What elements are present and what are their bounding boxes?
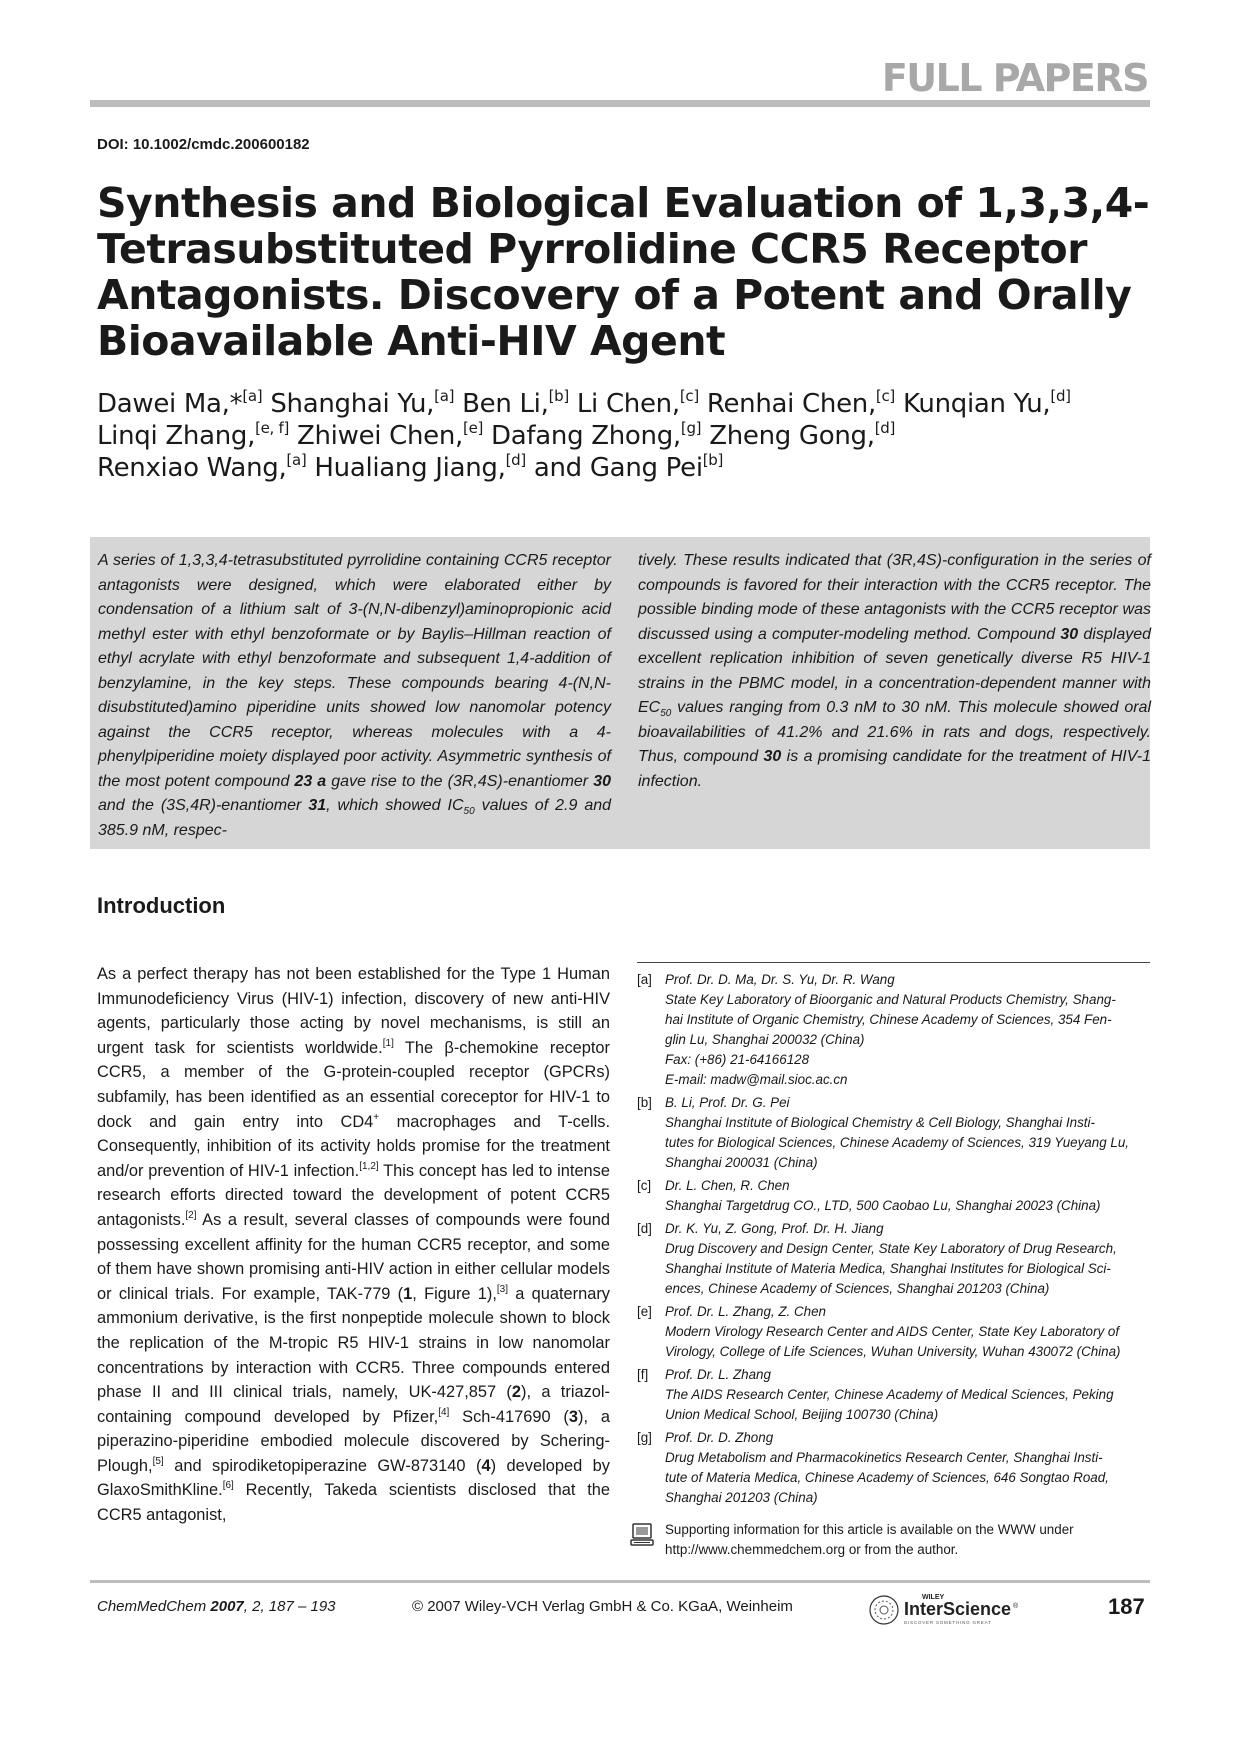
author: Ben Li,[b] bbox=[462, 387, 569, 419]
author-list bbox=[97, 388, 1157, 484]
affiliation bbox=[637, 1428, 1150, 1508]
compound-ref: 31 bbox=[308, 797, 327, 814]
svg-text:WILEY: WILEY bbox=[922, 1594, 945, 1601]
affiliation-list bbox=[637, 970, 1150, 1511]
affiliation-marker: [a] bbox=[434, 387, 455, 405]
affiliation-names: Dr. L. Chen, R. Chen bbox=[665, 1178, 790, 1193]
affiliation-address-line: tutes for Biological Sciences, Chinese Academy of Sciences, 319 Yueyang Lu, bbox=[665, 1135, 1129, 1150]
affiliation-names: B. Li, Prof. Dr. G. Pei bbox=[665, 1095, 790, 1110]
author: Li Chen,[c] bbox=[576, 387, 699, 419]
supporting-info-text: Supporting information for this article is available on the WWW under http://www.chemmedchem.org or from the author. bbox=[665, 1522, 1074, 1557]
author: Zheng Gong,[d] bbox=[709, 419, 896, 451]
affiliation-tag: [e] bbox=[637, 1304, 652, 1319]
compound-ref: 30 bbox=[763, 748, 782, 765]
affiliation-address-line: Shanghai Institute of Materia Medica, Shanghai Institutes for Biological Sci- bbox=[665, 1261, 1111, 1276]
svg-text:®: ® bbox=[1013, 1603, 1019, 1610]
affiliation-address-line: Shanghai 201203 (China) bbox=[665, 1490, 818, 1505]
citation[interactable]: [4] bbox=[438, 1406, 450, 1418]
affiliation-marker: [d] bbox=[505, 451, 526, 469]
affiliation-address-line: Drug Metabolism and Pharmacokinetics Research Center, Shanghai Insti- bbox=[665, 1450, 1103, 1465]
affiliation-address-line: Shanghai Targetdrug CO., LTD, 500 Caobao Lu, Shanghai 20023 (China) bbox=[665, 1198, 1101, 1213]
affiliation-marker: [d] bbox=[1050, 387, 1071, 405]
affiliation bbox=[637, 1176, 1150, 1216]
affiliation-address-line: Union Medical School, Beijing 100730 (China) bbox=[665, 1407, 939, 1422]
abstract-column-left: A series of 1,3,3,4-tetrasubstituted pyrrolidine containing CCR5 receptor antagonists were designed, which were elaborated either by condensation of a lithium salt of 3-(N,N-dibenzyl)aminopropionic acid methyl ester with ethyl benzoformate or by Baylis–Hillman reaction of ethyl acrylate with ethyl benzoformate and subsequent 1,4-addition of benzylamine, in the key steps. These compounds bearing 4-(N,N-disubstituted)amino piperidine units showed low nanomolar potency against the CCR5 receptor, whereas molecules with a 4-phenylpiperidine moiety displayed poor activity. Asymmetric synthesis of the most potent compound 23 a gave rise to the (3R,4S)-enantiomer 30 and the (3S,4R)-enantiomer 31, which showed $IC_{50}$ values of 2.9 and 385.9 nM, respec- bbox=[98, 552, 612, 839]
affiliation-address-line: Shanghai Institute of Biological Chemistry & Cell Biology, Shanghai Insti- bbox=[665, 1115, 1095, 1130]
compound-ref: 30 bbox=[1060, 625, 1079, 643]
affiliation-address-line: Virology, College of Life Sciences, Wuhan University, Wuhan 430072 (China) bbox=[665, 1344, 1121, 1359]
compound-ref: 30 bbox=[593, 772, 612, 790]
footer-rule bbox=[90, 1580, 1150, 1583]
affiliation-marker: [a] bbox=[242, 387, 263, 405]
citation[interactable]: [2] bbox=[185, 1209, 197, 1221]
author: Zhiwei Chen,[e] bbox=[296, 419, 484, 451]
affiliation-address-line: Drug Discovery and Design Center, State Key Laboratory of Drug Research, bbox=[665, 1241, 1117, 1256]
affiliation-marker: [b] bbox=[702, 451, 724, 469]
affiliation bbox=[637, 1302, 1150, 1362]
page-number: 187 bbox=[1108, 1594, 1145, 1619]
affiliation-names: Dr. K. Yu, Z. Gong, Prof. Dr. H. Jiang bbox=[665, 1221, 884, 1236]
svg-text:InterScience: InterScience bbox=[904, 1599, 1012, 1619]
author: Linqi Zhang,[e, f] bbox=[97, 419, 290, 451]
introduction-text: As a perfect therapy has not been established for the Type 1 Human Immunodeficiency Virus (HIV-1) infection, discovery of new anti-HIV agents, particularly those acting by novel mechanisms, is still an urgent task for scientists worldwide.[1] The β-chemokine receptor CCR5, a member of the G-protein-coupled receptor (GPCRs) subfamily, has been identified as an essential coreceptor for HIV-1 to dock and gain entry into CD4+ macrophages and T-cells. Consequently, inhibition of its activity holds promise for the treatment and/or prevention of HIV-1 infection.[1,2] This concept has led to intense research efforts directed toward the development of potent CCR5 antagonists.[2] As a result, several classes of compounds were found possessing excellent affinity for the human CCR5 receptor, and some of them have shown promising anti-HIV action in either cellular models or clinical trials. For example, TAK-779 (1, Figure 1),[3] a quaternary ammonium derivative, is the first nonpeptide molecule shown to block the replication of the M-tropic R5 HIV-1 strains in low nanomolar concentrations by interaction with CCR5. Three compounds entered phase II and III clinical trials, namely, UK-427,857 (2), a triazol-containing compound developed by Pfizer,[4] Sch-417690 (3), a piperazino-piperidine embodied molecule discovered by Schering-Plough,[5] and spirodiketopiperazine GW-873140 (4) developed by GlaxoSmithKline.[6] Recently, Takeda scientists disclosed that the CCR5 antagonist, bbox=[97, 965, 611, 1525]
author: Renhai Chen,[c] bbox=[706, 387, 895, 419]
citation[interactable]: [6] bbox=[222, 1480, 234, 1492]
affiliation-marker: [c] bbox=[679, 387, 699, 405]
affiliation-marker: [g] bbox=[680, 419, 702, 437]
affiliation-names: Prof. Dr. L. Zhang bbox=[665, 1367, 771, 1382]
citation[interactable]: [1] bbox=[382, 1037, 394, 1049]
affiliation-address-line: tute of Materia Medica, Chinese Academy of Sciences, 646 Songtao Road, bbox=[665, 1470, 1109, 1485]
author: Shanghai Yu,[a] bbox=[270, 387, 455, 419]
affiliation-address-line: The AIDS Research Center, Chinese Academy of Medical Sciences, Peking bbox=[665, 1387, 1114, 1402]
author: Dawei Ma,*[a] bbox=[97, 387, 263, 419]
affiliation-tag: [d] bbox=[637, 1221, 652, 1236]
author: and Gang Pei[b] bbox=[533, 451, 724, 483]
citation[interactable]: [5] bbox=[152, 1455, 164, 1467]
affiliation-address-line: hai Institute of Organic Chemistry, Chinese Academy of Sciences, 354 Fen- bbox=[665, 1012, 1112, 1027]
compound-ref: 23 a bbox=[294, 772, 327, 790]
affiliation-marker: [d] bbox=[874, 419, 896, 437]
affiliation bbox=[637, 970, 1150, 1090]
affiliation-names: Prof. Dr. D. Ma, Dr. S. Yu, Dr. R. Wang bbox=[665, 972, 895, 987]
affiliation-tag: [g] bbox=[637, 1430, 652, 1445]
affiliation-marker: [e, f] bbox=[255, 419, 290, 437]
abstract-column-right: tively. These results indicated that (3R,4S)-configuration in the series of compounds is favored for their interaction with the CCR5 receptor. The possible binding mode of these antagonists with the CCR5 receptor was discussed using a computer-modeling method. Compound 30 displayed excellent replication inhibition of seven genetically diverse R5 HIV-1 strains in the PBMC model, in a concentration-dependent manner with $EC_{50}$ values ranging from 0.3 nM to 30 nM. This molecule showed oral bioavailabilities of 41.2% and 21.6% in rats and dogs, respectively. Thus, compound 30 is a promising candidate for the treatment of HIV-1 infection. bbox=[638, 552, 1152, 790]
affiliation-address-line: Shanghai 200031 (China) bbox=[665, 1155, 818, 1170]
affiliation-marker: [e] bbox=[463, 419, 484, 437]
affiliation-address-line: State Key Laboratory of Bioorganic and Natural Products Chemistry, Shang- bbox=[665, 992, 1116, 1007]
affiliation-tag: [b] bbox=[637, 1095, 652, 1110]
section-heading-introduction: Introduction bbox=[97, 893, 226, 918]
author: Dafang Zhong,[g] bbox=[491, 419, 702, 451]
affiliation-marker: [b] bbox=[548, 387, 569, 405]
affiliation-marker: [a] bbox=[286, 451, 307, 469]
affiliation-names: Prof. Dr. L. Zhang, Z. Chen bbox=[665, 1304, 827, 1319]
affiliation-tag: [c] bbox=[637, 1178, 652, 1193]
affiliation bbox=[637, 1219, 1150, 1299]
author: Hualiang Jiang,[d] bbox=[314, 451, 526, 483]
affiliation-marker: [c] bbox=[875, 387, 895, 405]
citation[interactable]: [1,2] bbox=[359, 1160, 379, 1172]
affiliation-tag: [a] bbox=[637, 972, 652, 987]
doi: DOI: 10.1002/cmdc.200600182 bbox=[97, 136, 310, 153]
affiliation-names: Prof. Dr. D. Zhong bbox=[665, 1430, 774, 1445]
affiliation-address-line: ences, Chinese Academy of Sciences, Shanghai 201203 (China) bbox=[665, 1281, 1050, 1296]
affiliation-tag: [f] bbox=[637, 1367, 649, 1382]
affiliation bbox=[637, 1365, 1150, 1425]
affiliation-address-line: glin Lu, Shanghai 200032 (China) bbox=[665, 1032, 865, 1047]
journal-citation: ChemMedChem 2007, 2, 187 – 193 bbox=[97, 1598, 336, 1615]
author: Renxiao Wang,[a] bbox=[97, 451, 307, 483]
section-label: FULL PAPERS bbox=[881, 56, 1148, 100]
author: Kunqian Yu,[d] bbox=[902, 387, 1071, 419]
computer-icon bbox=[630, 1522, 654, 1548]
affiliation-rule bbox=[637, 962, 1150, 963]
article-title: Synthesis and Biological Evaluation of 1,3,3,4-Tetrasubstituted Pyrrolidine CCR5 Receptor Antagonists. Discovery of a Potent and Orally Bioavailable Anti-HIV Agent bbox=[97, 179, 1150, 365]
affiliation-address-line: E-mail: madw@mail.sioc.ac.cn bbox=[665, 1072, 848, 1087]
abstract bbox=[90, 537, 1150, 849]
affiliation bbox=[637, 1093, 1150, 1173]
affiliation-address-line: Fax: (+86) 21-64166128 bbox=[665, 1052, 810, 1067]
affiliation-address-line: Modern Virology Research Center and AIDS Center, State Key Laboratory of bbox=[665, 1324, 1120, 1339]
citation[interactable]: [3] bbox=[496, 1283, 509, 1295]
wiley-interscience-logo bbox=[868, 1590, 1048, 1628]
copyright: © 2007 Wiley-VCH Verlag GmbH & Co. KGaA, Weinheim bbox=[412, 1598, 793, 1615]
svg-text:DISCOVER SOMETHING GREAT: DISCOVER SOMETHING GREAT bbox=[904, 1620, 992, 1625]
header-rule bbox=[90, 100, 1150, 107]
